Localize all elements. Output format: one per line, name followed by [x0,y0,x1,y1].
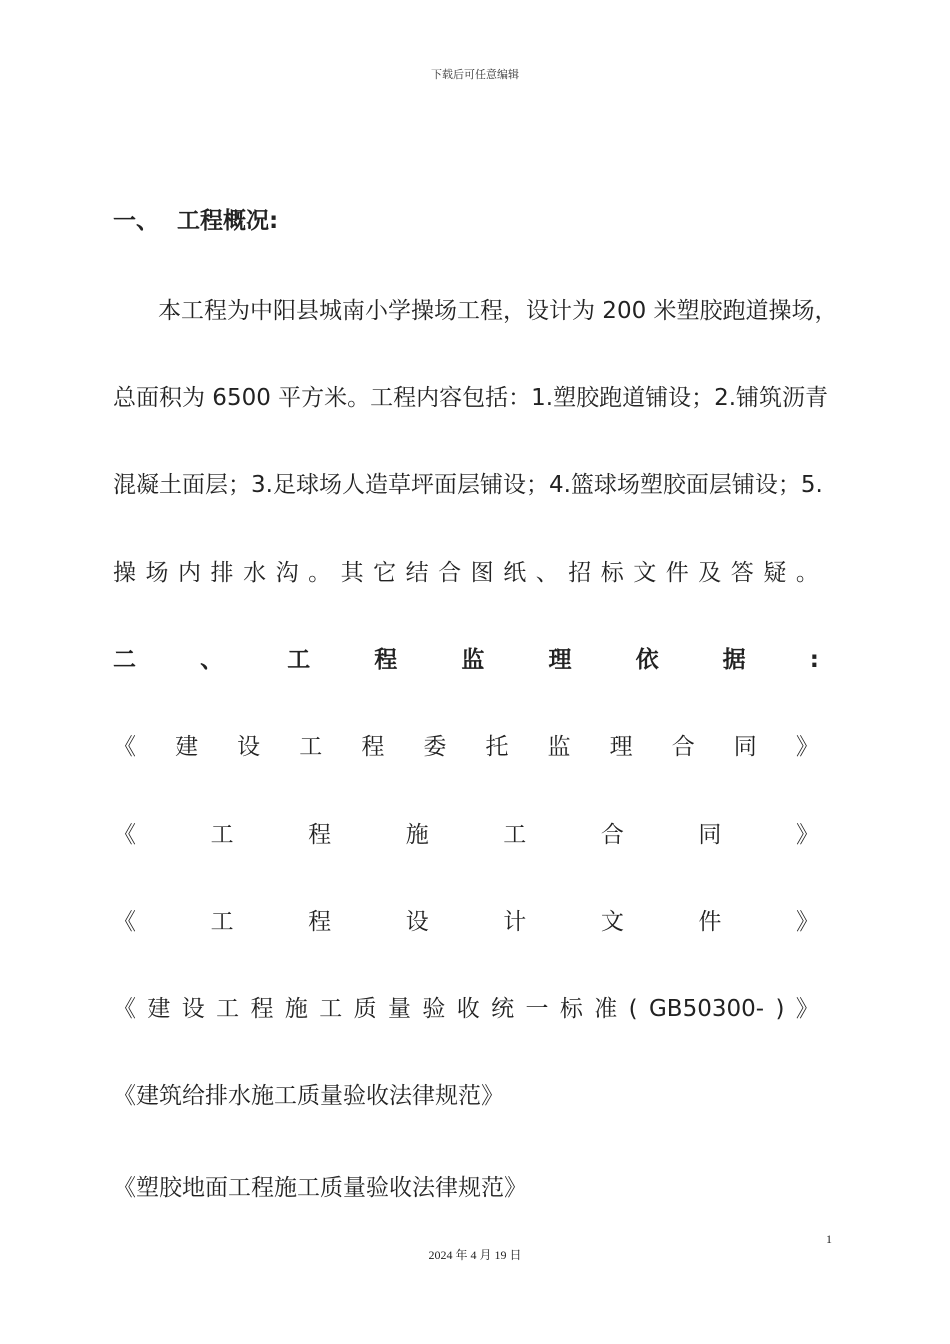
text-char: 程 [361,734,385,760]
text-char: 同 [733,734,757,760]
text-char: 水 [243,560,267,586]
text-char: 同 [698,822,722,848]
text-char: 纸 [503,560,527,586]
section1-title: 工程概况: [177,208,279,234]
text-char: 疑 [763,560,787,586]
text-char: 合 [671,734,695,760]
text-char: 。 [308,560,332,586]
text-char: 监 [461,647,485,673]
text-char: 工 [216,996,240,1022]
text-char: 托 [485,734,509,760]
text-char: 排 [210,560,234,586]
text-char: 监 [547,734,571,760]
text-char: 质 [353,996,377,1022]
section1-para-line3: 混凝土面层；3.足球场人造草坪面层铺设；4.篮球场塑胶面层铺设；5. [113,472,823,498]
text-char: ( [628,996,638,1022]
text-char: 《 [113,909,136,935]
text-char: 合 [600,822,624,848]
text-char: 。 [795,560,819,586]
text-char: 其 [340,560,364,586]
text-char: 程 [250,996,274,1022]
text-char: 工 [319,996,343,1022]
text-char: 《 [113,734,136,760]
text-char: 件 [665,560,689,586]
text-char: 委 [423,734,447,760]
reference-2 [113,820,819,850]
text-char: 工 [299,734,323,760]
text-char: 准 [594,996,618,1022]
section1-para-line2: 总面积为 6500 平方米。工程内容包括：1.塑胶跑道铺设；2.铺筑沥青 [113,385,829,411]
text-char: 施 [405,822,429,848]
text-char: 量 [388,996,411,1022]
text-char: 依 [635,647,659,673]
text-char: 结 [405,560,429,586]
text-char: 、 [200,647,224,673]
reference-6: 《塑胶地面工程施工质量验收法律规范》 [113,1175,527,1201]
text-char: 它 [373,560,397,586]
text-char: 》 [795,734,819,760]
text-char: 程 [308,909,332,935]
text-char: 据 [722,647,746,673]
text-char: 工 [287,647,311,673]
reference-5: 《建筑给排水施工质量验收法律规范》 [113,1083,504,1109]
page-header: 下载后可任意编辑 [431,68,519,81]
text-char: 内 [178,560,202,586]
text-char: 标 [600,560,624,586]
text-char: 工 [503,822,527,848]
text-char: 答 [730,560,754,586]
text-char: 程 [308,822,332,848]
section1-heading [113,206,819,236]
text-char: 建 [147,996,171,1022]
text-char: ) [775,996,785,1022]
text-char: 》 [795,822,819,848]
text-char: 、 [535,560,559,586]
section1-para-line4 [113,558,819,588]
text-char: 》 [795,996,819,1022]
section1-number: 一、 [113,208,159,234]
page-footer-date: 2024 年 4 月 19 日 [428,1248,522,1262]
text-char: 设 [237,734,261,760]
text-char: 《 [113,822,136,848]
text-char: 收 [456,996,480,1022]
text-char: 工 [210,822,234,848]
text-char: 统 [491,996,515,1022]
text-char: 图 [470,560,494,586]
text-char: 计 [503,909,527,935]
text-char: 工 [210,909,234,935]
text-char: 建 [175,734,199,760]
text-char: 《 [113,996,136,1022]
reference-4 [113,994,819,1024]
reference-1 [113,732,819,762]
text-char: 操 [113,560,136,586]
section1-para-line1: 本工程为中阳县城南小学操场工程，设计为 200 米塑胶跑道操场， [158,298,838,324]
text-char: GB50300- [648,996,765,1022]
text-char: 设 [405,909,429,935]
text-char: 及 [698,560,722,586]
text-char: 》 [795,909,819,935]
text-char: 一 [525,996,549,1022]
text-char: 理 [548,647,572,673]
text-char: : [809,647,819,673]
text-char: 件 [698,909,722,935]
text-char: 招 [568,560,592,586]
text-char: 沟 [275,560,299,586]
text-char: 程 [374,647,398,673]
section2-heading [113,645,819,675]
text-char: 合 [438,560,462,586]
text-char: 设 [181,996,205,1022]
reference-3 [113,907,819,937]
text-char: 文 [633,560,657,586]
text-char: 标 [559,996,583,1022]
text-char: 施 [284,996,308,1022]
text-char: 二 [113,647,136,673]
text-char: 文 [600,909,624,935]
text-char: 理 [609,734,633,760]
text-char: 验 [422,996,446,1022]
text-char: 场 [145,560,169,586]
page-number: 1 [826,1232,832,1246]
